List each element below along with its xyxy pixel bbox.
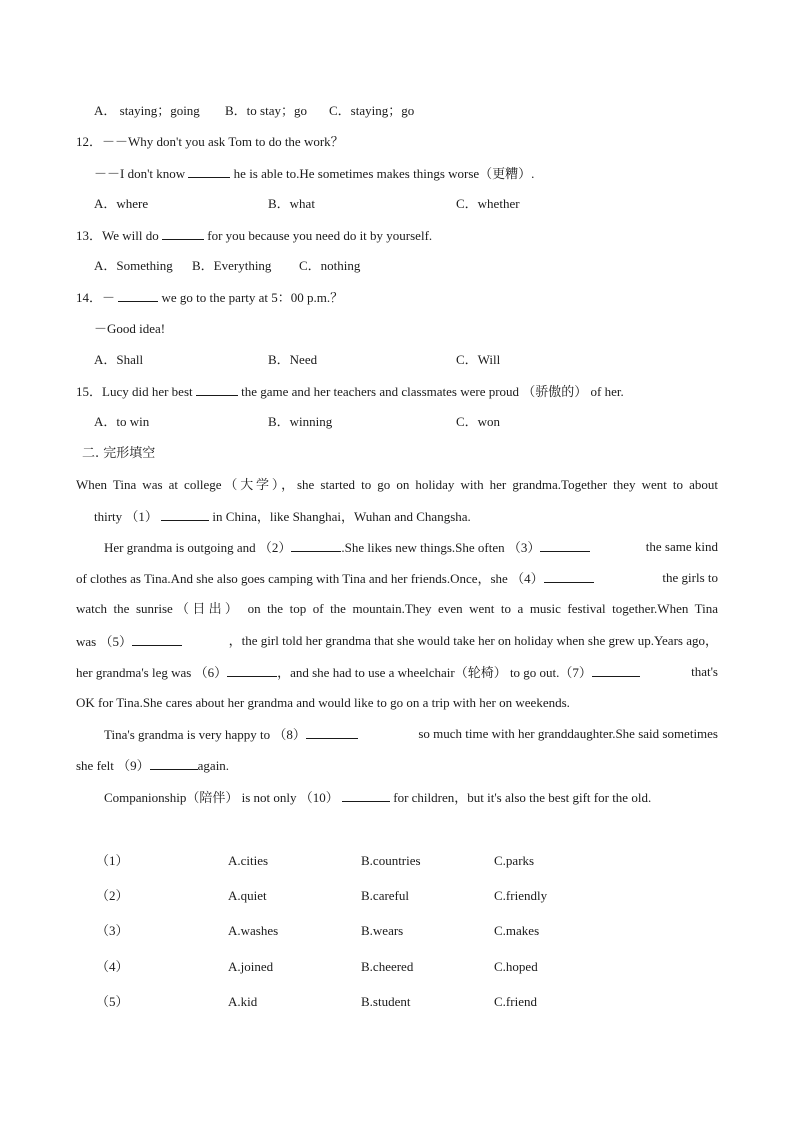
- q12-option-c[interactable]: C．whether: [456, 196, 520, 211]
- q14-stem-after: we go to the party at 5：00 p.m.？: [161, 290, 344, 305]
- q15-blank[interactable]: [196, 383, 238, 396]
- q12-blank[interactable]: [188, 165, 230, 178]
- q14-stem: [76, 289, 343, 306]
- q14-reply: －Good idea!: [94, 321, 166, 336]
- blank-7[interactable]: [592, 664, 640, 677]
- passage-text: thirty （1）: [94, 509, 158, 524]
- passage-text: ，and she had to use a wheelchair（轮椅） to go out.（7）: [277, 665, 592, 680]
- q13-stem: [76, 227, 432, 244]
- q11-option-c[interactable]: C．staying；go: [329, 103, 415, 118]
- choice-number: （3）: [96, 923, 129, 938]
- choice-option-b[interactable]: B.cheered: [361, 959, 414, 974]
- q13-option-a[interactable]: A．Something: [94, 258, 173, 273]
- passage-text: her grandma's leg was （6）: [76, 665, 228, 680]
- q13-option-c[interactable]: C．nothing: [299, 258, 361, 273]
- passage-p2-line1: [104, 539, 718, 556]
- q15-option-b[interactable]: B．winning: [268, 414, 333, 429]
- passage-p2-line2: [76, 570, 718, 587]
- choice-option-a[interactable]: A.joined: [228, 959, 274, 974]
- blank-8[interactable]: [306, 726, 358, 739]
- passage-p2-line6: OK for Tina.She cares about her grandma and would like to go on a trip with her on weekends.: [76, 695, 570, 710]
- choice-option-a[interactable]: A.cities: [228, 853, 269, 868]
- passage-text: in China，like Shanghai，Wuhan and Changsha.: [212, 509, 471, 524]
- passage-text: so much time with her granddaughter.She said sometimes: [418, 726, 718, 741]
- passage-text: for children，but it's also the best gift for the old.: [393, 790, 652, 805]
- q15-stem-after: the game and her teachers and classmates were proud （骄傲的） of her.: [241, 384, 624, 399]
- passage-p3-line2: [76, 757, 229, 774]
- blank-3[interactable]: [540, 539, 590, 552]
- blank-9[interactable]: [150, 757, 198, 770]
- passage-text: the girls to: [662, 570, 718, 585]
- passage-text: of clothes as Tina.And she also goes camping with Tina and her friends.Once，she （4）: [76, 571, 544, 586]
- passage-text: Tina's grandma is very happy to （8）: [104, 727, 306, 742]
- q12-reply-after: he is able to.He sometimes makes things worse（更糟）.: [233, 166, 535, 181]
- passage-text: again.: [197, 758, 230, 773]
- passage-text: Companionship（陪伴） is not only （10）: [104, 790, 339, 805]
- blank-4[interactable]: [544, 570, 594, 583]
- passage-text: she felt （9）: [76, 758, 150, 773]
- q11-option-a[interactable]: A． staying；going: [94, 103, 200, 118]
- q14-stem-before: 14．－: [76, 290, 116, 305]
- choice-option-c[interactable]: C.friend: [494, 994, 537, 1009]
- q15-stem-before: 15．Lucy did her best: [76, 384, 193, 399]
- q13-stem-before: 13．We will do: [76, 228, 159, 243]
- q15-stem: [76, 383, 624, 400]
- passage-p2-line5: [76, 664, 718, 681]
- choice-option-c[interactable]: C.parks: [494, 853, 535, 868]
- blank-6[interactable]: [227, 664, 277, 677]
- section-title: 二. 完形填空: [82, 446, 156, 461]
- passage-p4: [104, 789, 651, 806]
- choice-option-a[interactable]: A.quiet: [228, 888, 267, 903]
- passage-text: that's: [691, 664, 718, 679]
- choice-option-b[interactable]: B.countries: [361, 853, 421, 868]
- choice-number: （5）: [96, 994, 129, 1009]
- q12-stem: 12．－－Why don't you ask Tom to do the work？: [76, 134, 344, 149]
- q12-option-b[interactable]: B．what: [268, 196, 315, 211]
- q14-blank[interactable]: [118, 289, 158, 302]
- choice-option-a[interactable]: A.washes: [228, 923, 279, 938]
- passage-p3-line1: [104, 726, 718, 743]
- choice-option-c[interactable]: C.makes: [494, 923, 540, 938]
- passage-text: Her grandma is outgoing and （2）: [104, 540, 292, 555]
- q14-option-a[interactable]: A．Shall: [94, 352, 144, 367]
- choice-option-b[interactable]: B.careful: [361, 888, 410, 903]
- passage-text: the same kind: [645, 539, 718, 554]
- blank-1[interactable]: [161, 508, 209, 521]
- q14-option-b[interactable]: B．Need: [268, 352, 318, 367]
- q12-reply: [94, 165, 534, 182]
- passage-p2-line3: watch the sunrise（日出） on the top of the mountain.They even went to a music festival together.When Tina: [76, 601, 718, 616]
- blank-5[interactable]: [132, 633, 182, 646]
- choice-option-b[interactable]: B.wears: [361, 923, 404, 938]
- blank-10[interactable]: [342, 789, 390, 802]
- choice-option-a[interactable]: A.kid: [228, 994, 258, 1009]
- choice-number: （1）: [96, 853, 129, 868]
- choice-option-b[interactable]: B.student: [361, 994, 411, 1009]
- q12-option-a[interactable]: A．where: [94, 196, 149, 211]
- q13-option-b[interactable]: B．Everything: [192, 258, 272, 273]
- passage-p1-line2: [94, 508, 471, 525]
- q15-option-c[interactable]: C．won: [456, 414, 501, 429]
- passage-text: .She likes new things.She often （3）: [341, 540, 541, 555]
- choice-number: （4）: [96, 959, 129, 974]
- blank-2[interactable]: [291, 539, 341, 552]
- q13-stem-after: for you because you need do it by yourself.: [207, 228, 433, 243]
- q15-option-a[interactable]: A．to win: [94, 414, 150, 429]
- q12-reply-before: －－I don't know: [94, 166, 186, 181]
- passage-p2-line4: [76, 633, 718, 650]
- q14-option-c[interactable]: C．Will: [456, 352, 501, 367]
- passage-text: was （5）: [76, 634, 132, 649]
- q11-option-b[interactable]: B．to stay；go: [225, 103, 307, 118]
- passage-p1-line1: When Tina was at college（大学），she started to go on holiday with her grandma.Together they went to about: [76, 477, 718, 492]
- choice-option-c[interactable]: C.hoped: [494, 959, 538, 974]
- passage-text: ，the girl told her grandma that she would take her on holiday when she grew up.Years ago，: [228, 633, 718, 648]
- q13-blank[interactable]: [162, 227, 204, 240]
- choice-option-c[interactable]: C.friendly: [494, 888, 548, 903]
- choice-number: （2）: [96, 888, 129, 903]
